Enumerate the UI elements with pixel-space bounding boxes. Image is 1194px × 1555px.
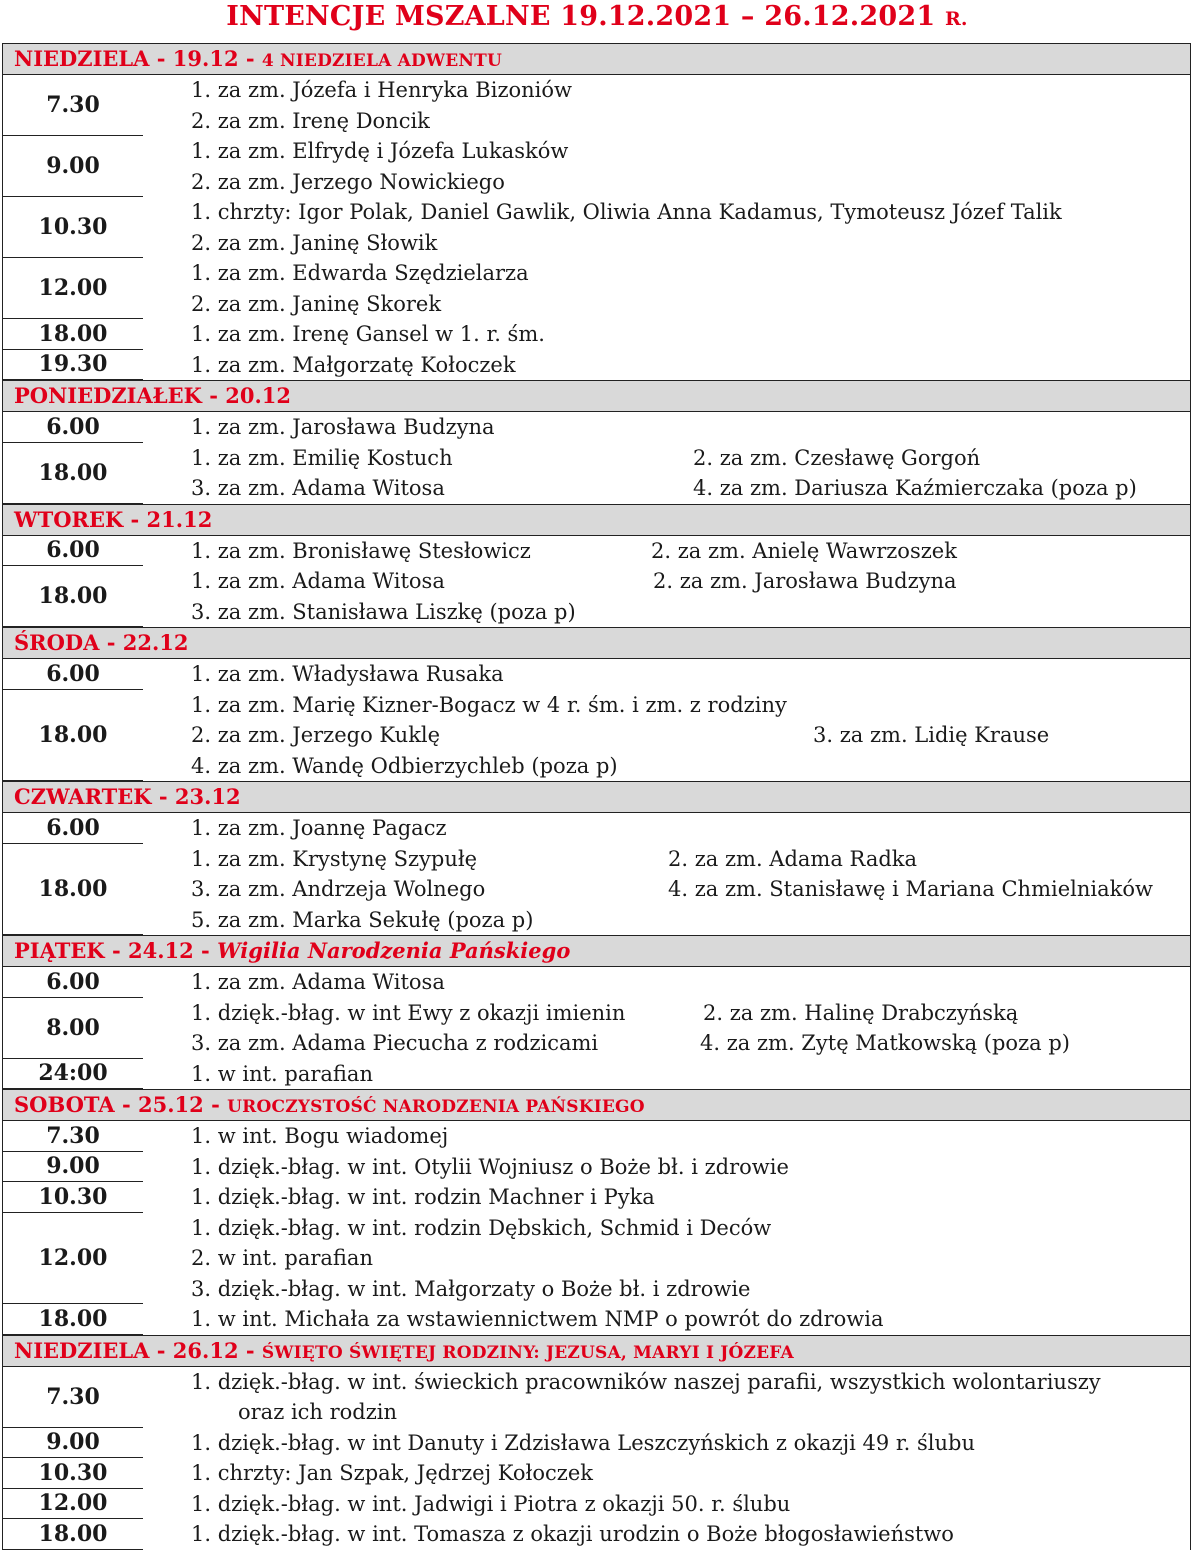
day-header [3,1335,1190,1367]
intention-line [3,167,1190,198]
mass-row [3,813,1190,844]
intention-text: 1. dzięk.-błag. w int. Tomasza z okazji urodzin o Boże błogosławieństwo [191,1522,954,1546]
mass-time: 19.30 [38,351,108,378]
mass-time: 10.30 [38,214,108,240]
mass-row [3,659,1190,690]
intention-line [3,1274,1190,1305]
mass-time: 18.00 [38,320,108,347]
mass-row [3,844,1190,936]
intention-text: 3. za zm. Lidię Krause [813,723,1050,747]
intention-line [3,258,1190,289]
mass-time: 9.00 [46,153,100,179]
intention-text: 2. w int. parafian [191,1246,373,1270]
mass-time: 12.00 [38,1490,108,1517]
mass-time: 12.00 [38,275,108,301]
intention-line [3,473,1190,504]
intention-text: 1. za zm. Marię Kizner-Bogacz w 4 r. śm. i zm. z rodziny [191,692,787,717]
day-label: SOBOTA - 25.12 - [14,1092,228,1117]
mass-time: 18.00 [38,875,108,902]
mass-time: 6.00 [46,660,100,687]
intention-line [3,813,1190,844]
mass-row [3,690,1190,782]
mass-time: 10.30 [38,1459,108,1486]
day-label: PIĄTEK - 24.12 - [14,938,218,963]
intention-text: 1. za zm. Elfrydę i Józefa Lukasków [191,139,569,163]
mass-row [3,75,1190,136]
intention-text: 2. za zm. Janinę Skorek [191,291,442,316]
mass-time: 6.00 [46,968,100,995]
mass-row [3,319,1190,350]
intention-text: 4. za zm. Wandę Odbierzychleb (poza p) [191,753,618,778]
intention-text: 2. za zm. Czesławę Gorgoń [693,445,981,470]
intention-line [3,998,1190,1029]
mass-time: 10.30 [38,1183,108,1210]
intention-text: 1. za zm. Władysława Rusaka [191,662,504,686]
mass-row [3,136,1190,197]
intention-text: 1. dzięk.-błag. w int. rodzin Dębskich, Schmid i Deców [191,1215,772,1240]
mass-row [3,1458,1190,1489]
mass-time: 12.00 [38,1244,108,1271]
day-header [3,781,1190,813]
mass-row [3,536,1190,567]
intention-line [3,106,1190,137]
day-header [3,504,1190,536]
intention-line [3,75,1190,106]
intention-text: 2. za zm. Anielę Wawrzoszek [651,538,957,563]
intention-line [3,1243,1190,1274]
intention-line [3,1304,1190,1335]
day-header [3,627,1190,659]
intention-line [3,1367,1190,1398]
intention-text: 1. chrzty: Igor Polak, Daniel Gawlik, Oliwia Anna Kadamus, Tymoteusz Józef Talik [191,200,1062,224]
intention-text: 1. dzięk.-błag. w int. świeckich pracowników naszej parafii, wszystkich wolontariuszy [191,1369,1101,1394]
mass-row [3,197,1190,258]
intention-line [3,751,1190,782]
mass-time: 7.30 [46,92,100,118]
intention-line [3,1213,1190,1244]
page-title [0,0,1194,40]
mass-row [3,998,1190,1059]
mass-row [3,1059,1190,1090]
intention-text: 1. chrzty: Jan Szpak, Jędrzej Kołoczek [191,1461,593,1485]
intention-text: 2. za zm. Jerzego Nowickiego [191,169,505,194]
mass-time: 18.00 [38,1305,108,1332]
day-feast: 4 NIEDZIELA ADWENTU [261,51,503,71]
mass-time: 6.00 [46,537,100,564]
intention-text: 1. za zm. Adama Witosa [191,970,445,994]
day-label: ŚRODA - 22.12 [14,630,189,655]
mass-row [3,258,1190,319]
day-label: CZWARTEK - 23.12 [14,784,241,809]
intention-text: 2. za zm. Adama Radka [668,846,918,871]
intention-line [3,536,1190,567]
day-label: WTOREK - 21.12 [14,506,213,532]
mass-row [3,1489,1190,1520]
intention-text: 3. za zm. Stanisława Liszkę (poza p) [191,599,576,624]
mass-time: 7.30 [46,1383,100,1410]
intention-line [3,1182,1190,1213]
intention-line [3,905,1190,936]
intention-line [3,1028,1190,1059]
intention-text: 1. w int. Bogu wiadomej [191,1124,449,1148]
intention-text: 1. za zm. Adama Witosa [191,569,445,593]
day-feast: UROCZYSTOŚĆ NARODZENIA PAŃSKIEGO [227,1097,645,1117]
intention-line [3,844,1190,875]
mass-time: 6.00 [46,413,100,440]
intention-text: 1. za zm. Joannę Pagacz [191,816,447,840]
mass-time: 7.30 [46,1122,100,1149]
day-label: NIEDZIELA - 26.12 - [14,1337,262,1363]
intention-text: 2. za zm. Halinę Drabczyńską [703,1000,1019,1025]
intention-line [3,1428,1190,1459]
intention-text: 1. za zm. Edwarda Szędzielarza [191,261,529,285]
title-main: INTENCJE MSZALNE 19.12.2021 – 26.12.2021 [226,1,936,32]
intention-line [3,228,1190,259]
intention-line [3,136,1190,167]
mass-time: 18.00 [38,459,108,486]
intention-text: 2. za zm. Irenę Doncik [191,108,430,133]
intention-line [3,443,1190,474]
intention-text: 1. za zm. Krystynę Szypułę [191,846,478,871]
intention-line [3,289,1190,320]
day-label: NIEDZIELA - 19.12 - [14,46,262,71]
mass-time: 18.00 [38,721,108,748]
mass-row [3,1428,1190,1459]
intention-line [3,1121,1190,1152]
intention-line [3,412,1190,443]
intention-line [3,319,1190,350]
mass-row [3,1182,1190,1213]
intention-line [3,1519,1190,1550]
intention-line [3,874,1190,905]
intention-text: 1. dzięk.-błag. w int. Otylii Wojniusz o Boże bł. i zdrowie [191,1154,789,1179]
intention-text: 4. za zm. Stanisławę i Mariana Chmielniaków [668,877,1153,901]
mass-time: 8.00 [46,1014,100,1041]
mass-time: 18.00 [38,583,108,609]
intention-line [3,1059,1190,1090]
intention-text: 1. dzięk.-błag. w int Danuty i Zdzisława Leszczyńskich z okazji 49 r. ślubu [191,1430,975,1455]
intention-text: 4. za zm. Dariusza Kaźmierczaka (poza p) [693,476,1137,500]
mass-row [3,1304,1190,1335]
intention-text: 1. za zm. Bronisławę Stesłowicz [191,538,531,563]
intention-text: 2. za zm. Jerzego Kuklę [191,723,441,747]
intention-line [3,197,1190,228]
intention-text: 5. za zm. Marka Sekułę (poza p) [191,907,534,932]
mass-row [3,566,1190,627]
intention-line [3,597,1190,628]
day-header [3,935,1190,967]
intention-line [3,1458,1190,1489]
day-header [3,1089,1190,1121]
title-suffix: R. [944,8,968,30]
intention-line [3,350,1190,381]
intention-line [3,1152,1190,1183]
mass-row [3,1121,1190,1152]
mass-time: 9.00 [46,1429,100,1456]
intention-text: 1. za zm. Emilię Kostuch [191,445,453,470]
intention-text: oraz ich rodzin [238,1400,398,1424]
mass-row [3,443,1190,504]
intention-text: 1. dzięk.-błag. w int. Jadwigi i Piotra z okazji 50. r. ślubu [191,1491,791,1516]
day-header [3,43,1190,75]
intention-text: 2. za zm. Janinę Słowik [191,230,438,255]
day-header [3,380,1190,412]
intention-text: 1. dzięk.-błag. w int Ewy z okazji imienin [191,1000,626,1025]
intention-line [3,967,1190,998]
mass-time: 24:00 [38,1060,108,1087]
intention-text: 1. za zm. Jarosława Budzyna [191,415,495,439]
mass-row [3,412,1190,443]
day-feast: ŚWIĘTO ŚWIĘTEJ RODZINY: JEZUSA, MARYI I JÓZEFA [261,1342,794,1363]
intention-line [3,720,1190,751]
day-label: PONIEDZIAŁEK - 20.12 [14,383,292,408]
intentions-table [2,43,1191,1550]
intention-text: 1. dzięk.-błag. w int. rodzin Machner i Pyka [191,1185,655,1209]
mass-time: 6.00 [46,814,100,841]
intention-text: 4. za zm. Zytę Matkowską (poza p) [700,1031,1070,1055]
mass-row [3,350,1190,381]
intention-text: 1. za zm. Małgorzatę Kołoczek [191,352,516,377]
intention-line [3,1489,1190,1520]
intention-text: 3. za zm. Andrzeja Wolnego [191,877,486,901]
intention-line [3,566,1190,597]
mass-row [3,1152,1190,1183]
mass-time: 9.00 [46,1153,100,1180]
mass-row [3,1367,1190,1428]
intention-line [3,1397,1190,1428]
mass-row [3,1213,1190,1305]
intention-text: 1. za zm. Irenę Gansel w 1. r. śm. [191,322,545,346]
mass-time: 18.00 [38,1520,108,1547]
intention-text: 1. w int. parafian [191,1061,373,1086]
day-feast: Wigilia Narodzenia Pańskiego [217,938,571,963]
intention-text: 2. za zm. Jarosława Budzyna [653,569,957,593]
intention-line [3,690,1190,721]
intention-text: 1. za zm. Józefa i Henryka Bizoniów [191,78,573,102]
intention-text: 3. dzięk.-błag. w int. Małgorzaty o Boże bł. i zdrowie [191,1276,751,1301]
mass-row [3,1519,1190,1550]
intention-text: 3. za zm. Adama Piecucha z rodzicami [191,1031,599,1055]
mass-row [3,967,1190,998]
intention-line [3,659,1190,690]
intention-text: 3. za zm. Adama Witosa [191,476,445,500]
intention-text: 1. w int. Michała za wstawiennictwem NMP o powrót do zdrowia [191,1307,884,1331]
